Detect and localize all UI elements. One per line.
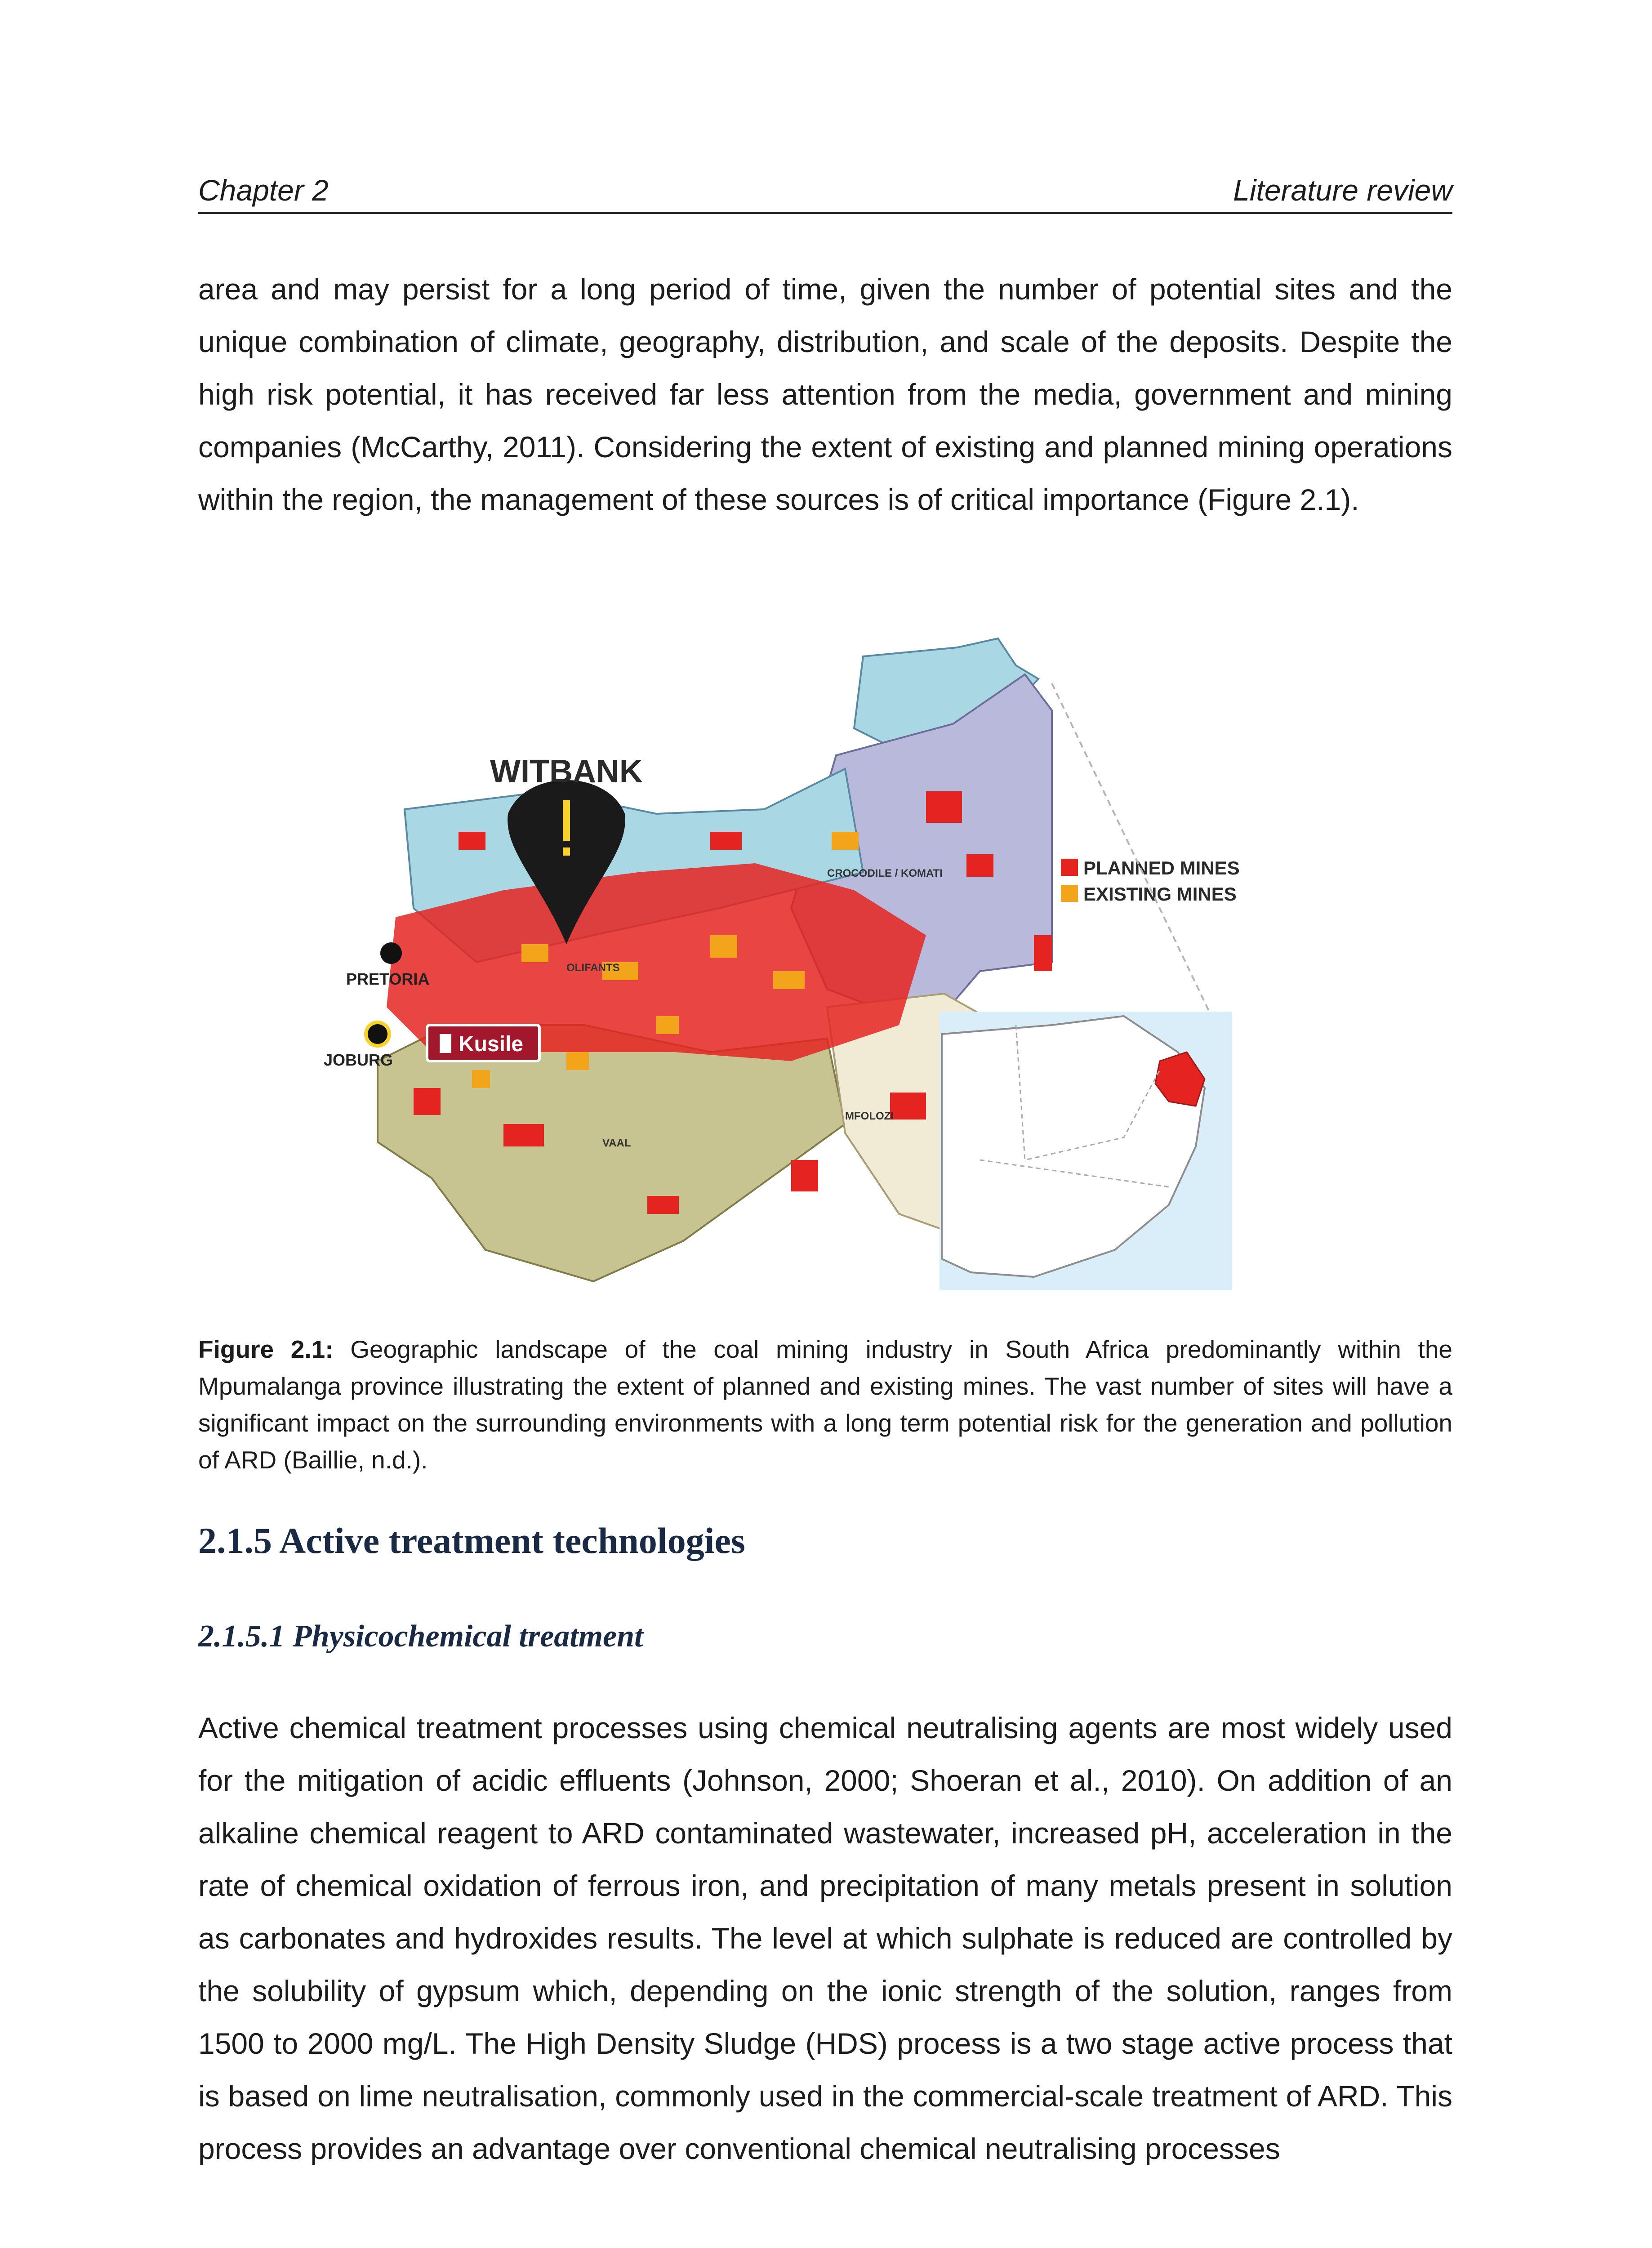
crocodile-komati-label: CROCODILE / KOMATI xyxy=(827,867,943,879)
legend-existing-swatch xyxy=(1061,885,1078,902)
kusile-badge xyxy=(427,1025,539,1061)
caption-text: Geographic landscape of the coal mining industry in South Africa predominantly within the Mpumalanga province illustrating the extent of planned and existing mines. The vast number of sites will have a significant impact on the surrounding environments with a long term potential risk for the generation and pollution of ARD (Baillie, n.d.). xyxy=(198,1335,1452,1474)
legend-planned-swatch xyxy=(1061,859,1078,876)
chapter-label: Chapter 2 xyxy=(198,174,329,207)
intro-paragraph: area and may persist for a long period of time, given the number of potential sites and the unique combination of climate, geography, distribution, and scale of the deposits. Despite the high risk potential, it has received far less attention from the media, government and mining companies (McCarthy, 2011). Considering the extent of existing and planned mining operations within the region, the management of these sources is of critical importance (Figure 2.1). xyxy=(198,272,1452,516)
witbank-label: WITBANK xyxy=(490,754,643,789)
pretoria-dot-icon xyxy=(380,942,402,964)
caption-label: Figure 2.1: xyxy=(198,1335,334,1363)
mine-map-figure xyxy=(315,620,1304,1295)
joburg-label: JOBURG xyxy=(324,1051,393,1069)
kusile-label: Kusile xyxy=(459,1032,524,1056)
mfolozi-label: MFOLOZI xyxy=(845,1110,894,1122)
legend-planned-label: PLANNED MINES xyxy=(1083,857,1240,879)
power-station-icon xyxy=(440,1034,451,1053)
subsection-heading: 2.1.5.1 Physicochemical treatment xyxy=(198,1619,643,1654)
joburg-dot-icon xyxy=(366,1022,389,1046)
vaal-label: VAAL xyxy=(602,1137,631,1149)
pretoria-label: PRETORIA xyxy=(346,970,430,988)
treatment-paragraph: Active chemical treatment processes using chemical neutralising agents are most widely used for the mitigation of acidic effluents (Johnson, 2000; Shoeran et al., 2010). On addition of an alkaline chemical reagent to ARD contaminated wastewater, increased pH, acceleration in the rate of chemical oxidation of ferrous iron, and precipitation of many metals present in solution as carbonates and hydroxides results. The level at which sulphate is reduced are controlled by the solubility of gypsum which, depending on the ionic strength of the solution, ranges from 1500 to 2000 mg/L. The High Density Sludge (HDS) process is a two stage active process that is based on lime neutralisation, commonly used in the commercial-scale treatment of ARD. This process provides an advantage over conventional chemical neutralising processes xyxy=(198,1711,1452,2165)
section-heading: 2.1.5 Active treatment technologies xyxy=(198,1520,745,1561)
legend-existing-label: EXISTING MINES xyxy=(1083,883,1237,905)
southern-region xyxy=(378,1025,845,1281)
running-header xyxy=(198,173,1452,214)
figure-caption xyxy=(198,1331,1452,1478)
legend xyxy=(1061,857,1240,905)
south-africa-inset-map xyxy=(940,1012,1232,1290)
olifants-label: OLIFANTS xyxy=(566,962,620,974)
section-label: Literature review xyxy=(1233,174,1452,207)
